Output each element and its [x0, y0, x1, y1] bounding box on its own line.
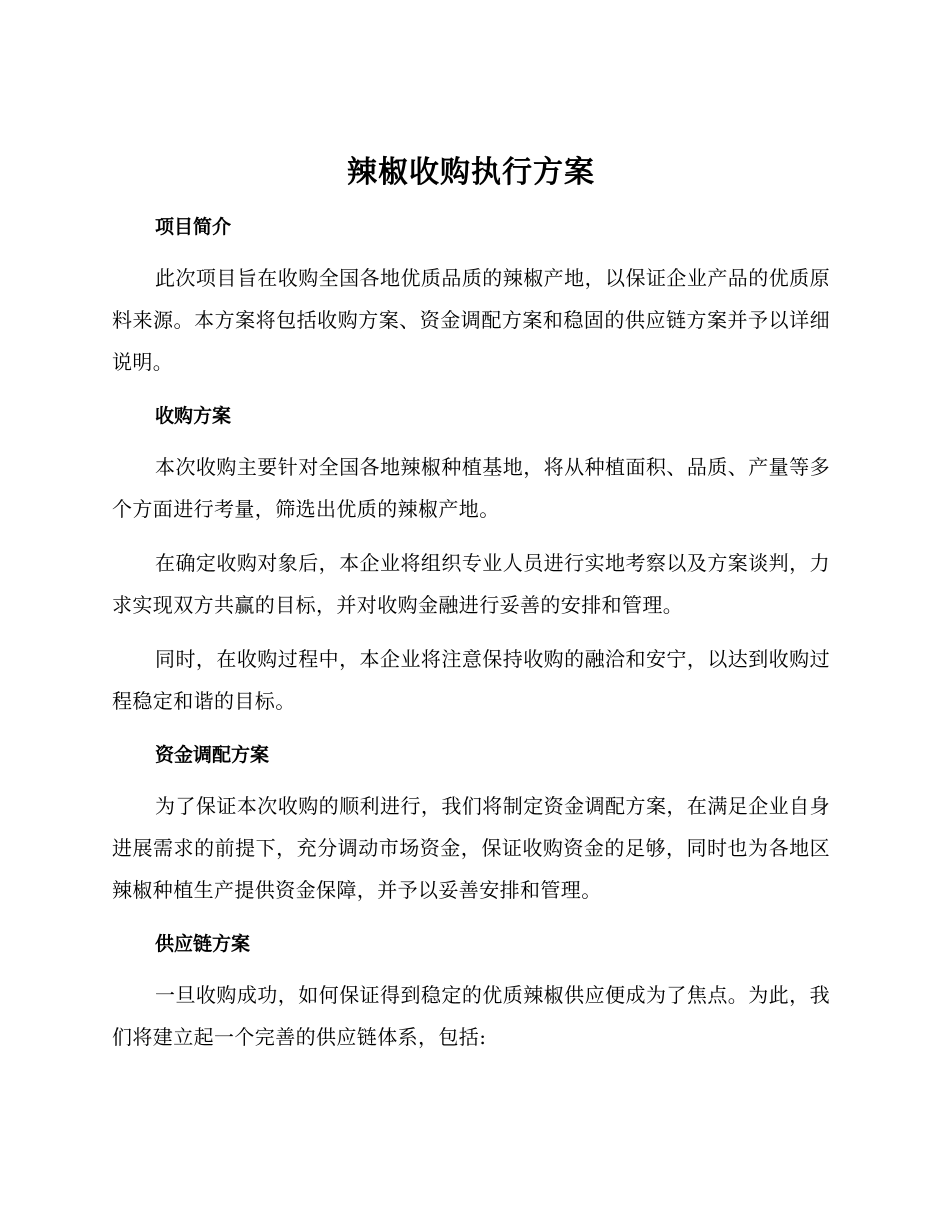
- paragraph-intro: 此次项目旨在收购全国各地优质品质的辣椒产地，以保证企业产品的优质原料来源。本方案将包括收购方案、资金调配方案和稳固的供应链方案并予以详细说明。: [112, 266, 830, 374]
- section-heading-acquisition: 收购方案: [155, 405, 232, 427]
- document-title: 辣椒收购执行方案: [347, 155, 595, 190]
- paragraph-funding: 为了保证本次收购的顺利进行，我们将制定资金调配方案，在满足企业自身进展需求的前提下，充分调动市场资金，保证收购资金的足够，同时也为各地区辣椒种植生产提供资金保障，并予以妥善安排和管理。: [112, 794, 830, 902]
- section-heading-supply-chain: 供应链方案: [155, 933, 251, 955]
- section-heading-intro: 项目简介: [155, 216, 232, 238]
- document-page: [112, 148, 830, 1070]
- section-heading-funding: 资金调配方案: [155, 744, 270, 766]
- paragraph-acquisition-3: 同时，在收购过程中，本企业将注意保持收购的融洽和安宁，以达到收购过程稳定和谐的目标。: [112, 647, 830, 713]
- paragraph-supply-chain: 一旦收购成功，如何保证得到稳定的优质辣椒供应便成为了焦点。为此，我们将建立起一个完善的供应链体系，包括:: [112, 983, 830, 1049]
- paragraph-acquisition-2: 在确定收购对象后，本企业将组织专业人员进行实地考察以及方案谈判，力求实现双方共赢的目标，并对收购金融进行妥善的安排和管理。: [112, 551, 830, 617]
- paragraph-acquisition-1: 本次收购主要针对全国各地辣椒种植基地，将从种植面积、品质、产量等多个方面进行考量，筛选出优质的辣椒产地。: [112, 455, 830, 521]
